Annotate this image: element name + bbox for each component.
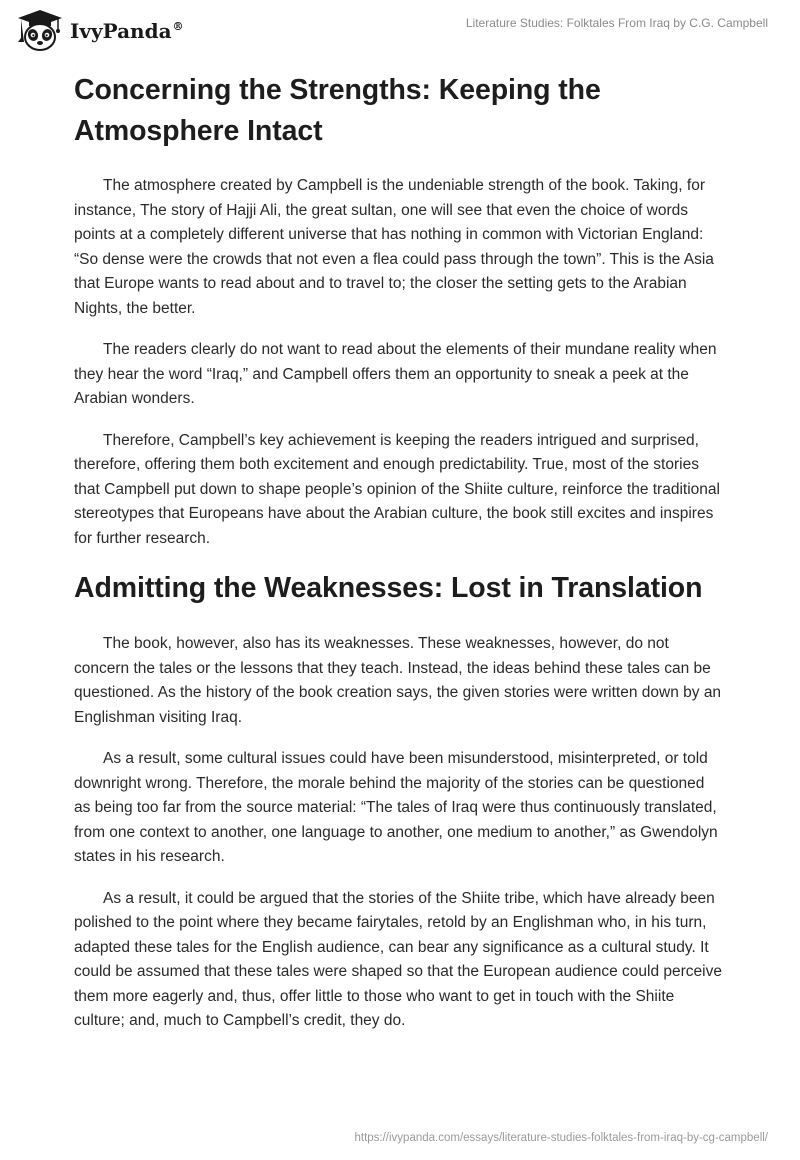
article-body — [74, 70, 724, 1051]
paragraph: The atmosphere created by Campbell is the undeniable strength of the book. Taking, for instance, The story of Hajji Ali, the great sultan, one will see that even the choice of words points at a completely different universe that has nothing in common with Victorian England: “So dense were the crowds that not even a flea could pass through the town”. This is the Asia that Europe wants to read about and to travel to; the closer the setting gets to the Arabian Nights, the better. — [74, 177, 714, 317]
paragraph: The book, however, also has its weaknesses. These weaknesses, however, do not concern the tales or the lessons that they teach. Instead, the ideas behind these tales can be questioned. As the history of the book creation says, the given stories were written down by an Englishman visiting Iraq. — [74, 635, 722, 726]
section-heading-weaknesses: Admitting the Weaknesses: Lost in Translation — [74, 572, 703, 604]
page-header — [0, 0, 800, 60]
paragraph: Therefore, Campbell’s key achievement is keeping the readers intrigued and surprised, therefore, offering them both excitement and enough predictability. True, most of the stories that Campbell put down to shape people’s opinion of the Shiite culture, reinforce the traditional stereotypes that Europeans have about the Arabian culture, the book still excites and inspires for further research. — [74, 431, 720, 547]
panda-graduate-logo-icon — [14, 8, 66, 52]
section-heading-strengths: Concerning the Strengths: Keeping the Atmosphere Intact — [74, 74, 601, 147]
paragraph: As a result, it could be argued that the stories of the Shiite tribe, which have already been polished to the point where they became fairytales, retold by an Englishman who, in his turn, adapted these tales for the English audience, can bear any significance as a cultural study. It could be assumed that these tales were shaped so that the European audience could perceive them more eagerly and, thus, offer little to those who want to get in touch with the Shiite culture; and, much to Campbell’s credit, they do. — [74, 889, 722, 1029]
paragraph: As a result, some cultural issues could have been misunderstood, misinterpreted, or told downright wrong. Therefore, the morale behind the majority of the stories can be questioned as being too far from the source material: “The tales of Iraq were thus continuously translated, from one context to another, one language to another, one medium to another,” as Gwendolyn states in his research. — [74, 750, 718, 865]
brand-name: IvyPanda® — [70, 19, 184, 43]
registered-mark: ® — [172, 20, 184, 34]
document-title: Literature Studies: Folktales From Iraq by C.G. Campbell — [465, 16, 768, 30]
source-url[interactable]: https://ivypanda.com/essays/literature-studies-folktales-from-iraq-by-cg-campbell/ — [354, 1132, 768, 1144]
brand-logo[interactable] — [14, 8, 184, 52]
paragraph: The readers clearly do not want to read about the elements of their mundane reality when they hear the word “Iraq,” and Campbell offers them an opportunity to sneak a peek at the Arabian wonders. — [74, 341, 717, 407]
